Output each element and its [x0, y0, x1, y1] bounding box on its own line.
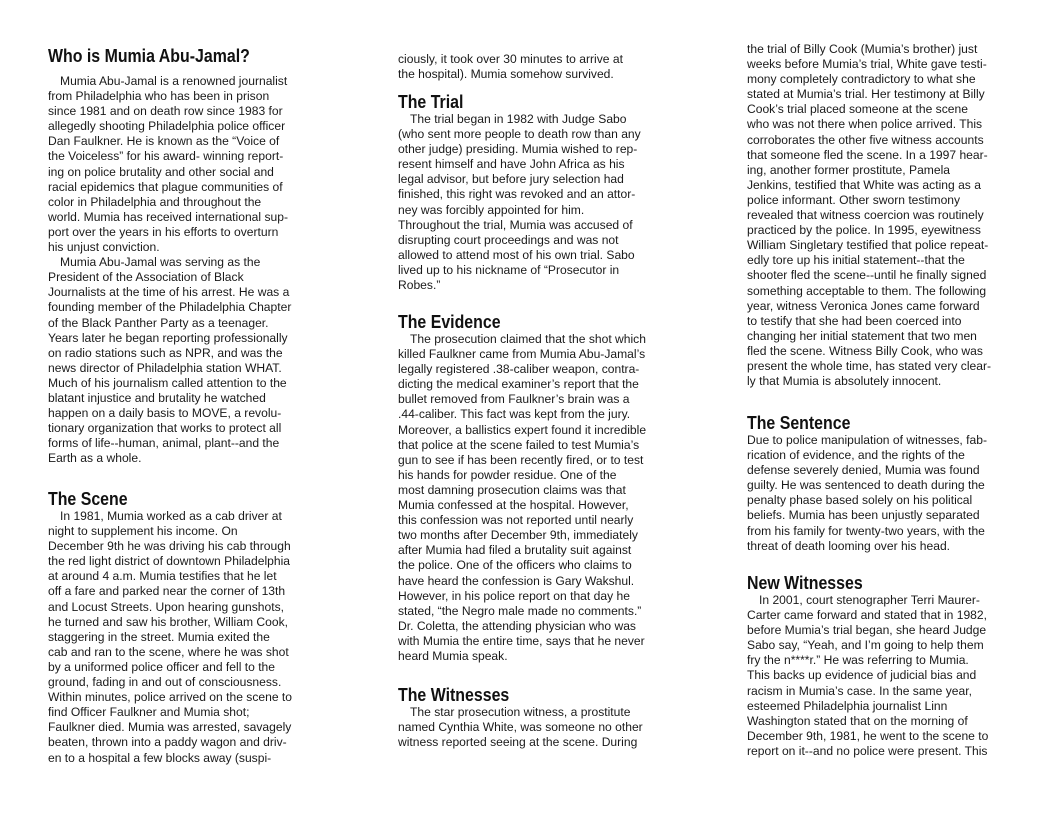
text-line: rication of evidence, and the rights of the	[747, 448, 965, 463]
text-line: allegedly shooting Philadelphia police officer	[48, 119, 286, 134]
text-line: Within minutes, police arrived on the scene to	[48, 690, 293, 705]
text-line: fry the n****r.” He was referring to Mumia.	[747, 653, 969, 668]
text-line: witness reported seeing at the scene. During	[398, 735, 638, 750]
text-line: and Locust Streets. Upon hearing gunshots,	[48, 599, 284, 614]
text-line: founding member of the Philadelphia Chapter	[48, 300, 292, 315]
text-line: on radio stations such as NPR, and was the	[48, 345, 283, 360]
text-line: other judge) presiding. Mumia wished to rep-	[398, 142, 638, 157]
text-line: dicting the medical examiner’s report that the	[398, 377, 639, 392]
text-line: stated at Mumia’s trial. Her testimony at Billy	[747, 87, 985, 102]
heading-the-evidence: The Evidence	[398, 311, 501, 332]
text-line: ing, another former prostitute, Pamela	[747, 162, 951, 177]
text-line: before Mumia’s trial began, she heard Judge	[747, 623, 987, 638]
text-line: tionary organization that works to protect all	[48, 421, 282, 436]
text-line: blatant injustice and brutality he watched	[48, 390, 266, 405]
text-line: Faulkner died. Mumia was arrested, savagely	[48, 720, 292, 735]
text-line: heard Mumia speak.	[398, 648, 508, 663]
section-the-witnesses	[398, 705, 660, 750]
text-line: revealed that witness coercion was routinely	[747, 208, 984, 223]
text-line: bullet removed from Faulkner’s brain was a	[398, 392, 630, 407]
text-line: mony completely contradictory to what she	[747, 72, 976, 87]
text-line: December 9th, 1981, he went to the scene to	[747, 728, 989, 743]
text-line: However, in his police report on that day he	[398, 588, 630, 603]
section-new-witnesses	[747, 593, 1009, 759]
text-line: since 1981 and on death row since 1983 for	[48, 104, 283, 119]
text-line: corroborates the other five witness accounts	[747, 132, 984, 147]
text-line: the red light district of downtown Philadelphia	[48, 554, 291, 569]
text-line: Sabo say, “Yeah, and I’m going to help them	[747, 638, 984, 653]
section-the-evidence	[398, 332, 660, 664]
text-line: William Singletary testified that police repeat-	[747, 238, 989, 253]
text-line: weeks before Mumia’s trial, White gave testi-	[747, 57, 987, 72]
text-line: from his family for twenty-two years, with the	[747, 523, 985, 538]
text-line: color in Philadelphia and throughout the	[48, 194, 262, 209]
text-line: by a uniformed police officer and fell to the	[48, 659, 276, 674]
text-line: penalty phase based solely on his political	[747, 493, 973, 508]
text-line: In 1981, Mumia worked as a cab driver at	[60, 509, 282, 523]
text-line: Mumia Abu-Jamal is a renowned journalist	[60, 74, 288, 88]
text-line: Dr. Coletta, the attending physician who was	[398, 618, 636, 633]
text-line: Washington stated that on the morning of	[747, 713, 968, 728]
text-line: .44-caliber. This fact was kept from the jury.	[398, 407, 631, 422]
text-line: his hands for powder residue. One of the	[398, 467, 617, 482]
text-line: shooter fled the scene--until he finally signed	[747, 268, 987, 283]
text-line: Moreover, a ballistics expert found it incredible	[398, 422, 647, 437]
text-line: that police at the scene failed to test Mumia’s	[398, 437, 640, 452]
text-line: the hospital). Mumia somehow survived.	[398, 67, 614, 82]
text-line: the trial of Billy Cook (Mumia’s brother) just	[747, 42, 978, 56]
text-line: Robes.”	[398, 278, 441, 293]
text-line: ing on police brutality and other social and	[48, 164, 274, 179]
text-line: legally registered .38-caliber weapon, contra-	[398, 362, 640, 377]
text-line: report on it--and no police were present. This	[747, 743, 988, 758]
text-line: ciously, it took over 30 minutes to arrive at	[398, 52, 623, 66]
text-line: world. Mumia has received international sup-	[48, 209, 288, 224]
text-line: The star prosecution witness, a prostitute	[410, 705, 631, 719]
text-line: President of the Association of Black	[48, 270, 244, 285]
text-line: Years later he began reporting professionally	[48, 330, 288, 345]
text-line: The prosecution claimed that the shot which	[410, 332, 646, 346]
text-line: Much of his journalism called attention to the	[48, 375, 287, 390]
text-line: ly that Mumia is absolutely innocent.	[747, 374, 942, 389]
heading-who-is-mumia: Who is Mumia Abu-Jamal?	[48, 45, 250, 66]
text-line: allowed to attend most of his own trial. Sabo	[398, 247, 635, 262]
text-line: finished, this right was revoked and an attor-	[398, 187, 636, 202]
heading-the-scene: The Scene	[48, 488, 128, 509]
text-line: this confession was not reported until nearly	[398, 513, 634, 528]
text-line: legal advisor, but before jury selection had	[398, 172, 624, 187]
text-line: guilty. He was sentenced to death during the	[747, 478, 985, 493]
text-line: racial epidemics that plague communities of	[48, 179, 283, 194]
text-line: Throughout the trial, Mumia was accused of	[398, 217, 633, 232]
text-line: stated, “the Negro male made no comments.”	[398, 603, 642, 618]
text-line: find Officer Faulkner and Mumia shot;	[48, 705, 250, 720]
text-line: night to supplement his income. On	[48, 524, 238, 539]
text-line: present the whole time, has stated very clear-	[747, 358, 992, 373]
text-line: happen on a daily basis to MOVE, a revolu-	[48, 406, 282, 421]
section-scene-continued	[398, 52, 660, 82]
text-line: Cook’s trial placed someone at the scene	[747, 102, 968, 117]
text-line: Mumia Abu-Jamal was serving as the	[60, 255, 261, 270]
text-line: ground, fading in and out of consciousness.	[48, 675, 282, 690]
text-line: practiced by the police. In 1995, eyewitness	[747, 223, 981, 238]
text-line: ney was forcibly appointed for him.	[398, 202, 585, 217]
text-line: that someone fled the scene. In a 1997 hear-	[747, 147, 988, 162]
text-line: beliefs. Mumia has been unjustly separated	[747, 508, 980, 523]
text-line: Journalists at the time of his arrest. He was a	[48, 285, 290, 300]
text-line: with Mumia the entire time, says that he never	[398, 633, 645, 648]
section-who-is-mumia	[48, 74, 308, 466]
text-line: Due to police manipulation of witnesses, fab-	[747, 433, 987, 447]
text-line: Mumia confessed at the hospital. However,	[398, 498, 629, 513]
text-line: edly tore up his initial statement--that the	[747, 253, 965, 268]
text-line: to testify that she had been coerced into	[747, 313, 962, 328]
text-line: news director of Philadelphia station WHAT.	[48, 360, 282, 375]
text-line: two months after December 9th, immediately	[398, 528, 638, 543]
text-line: named Cynthia White, was someone no other	[398, 720, 643, 735]
text-line: disrupting court proceedings and was not	[398, 232, 619, 247]
text-line: police informant. Other sworn testimony	[747, 192, 961, 207]
text-line: Carter came forward and stated that in 1982,	[747, 608, 987, 623]
text-line: his unjust conviction.	[48, 240, 160, 255]
text-line: he turned and saw his brother, William Cook,	[48, 614, 288, 629]
text-line: resent himself and have John Africa as his	[398, 157, 625, 172]
text-line: esteemed Philadelphia journalist Linn	[747, 698, 948, 713]
heading-the-witnesses: The Witnesses	[398, 684, 510, 705]
text-line: cab and ran to the scene, where he was shot	[48, 644, 289, 659]
text-line: have heard the confession is Gary Wakshul.	[398, 573, 635, 588]
text-line: after Mumia had filed a brutality suit against	[398, 543, 632, 558]
text-line: Jenkins, testified that White was acting as a	[747, 177, 981, 192]
text-line: the police. One of the officers who claims to	[398, 558, 632, 573]
text-line: defense severely denied, Mumia was found	[747, 463, 980, 478]
text-line: fled the scene. Witness Billy Cook, who was	[747, 343, 983, 358]
text-line: December 9th he was driving his cab through	[48, 539, 291, 554]
text-line: killed Faulkner came from Mumia Abu-Jamal’s	[398, 347, 646, 362]
text-line: who was not there when police arrived. This	[747, 117, 983, 132]
text-line: staggering in the street. Mumia exited the	[48, 629, 270, 644]
text-line: threat of death looming over his head.	[747, 538, 951, 553]
text-line: gun to see if has been recently fired, or to test	[398, 452, 644, 467]
section-the-trial	[398, 112, 660, 293]
text-line: Earth as a whole.	[48, 451, 142, 466]
text-line: off a fare and parked near the corner of 13th	[48, 584, 286, 599]
text-line: something acceptable to them. The following	[747, 283, 987, 298]
text-line: year, witness Veronica Jones came forward	[747, 298, 980, 313]
text-line: beaten, thrown into a paddy wagon and driv-	[48, 735, 287, 750]
text-line: In 2001, court stenographer Terri Maurer-	[759, 593, 980, 607]
heading-the-trial: The Trial	[398, 91, 464, 112]
text-line: port over the years in his efforts to overturn	[48, 224, 279, 239]
text-line: forms of life--human, animal, plant--and the	[48, 436, 280, 451]
heading-new-witnesses: New Witnesses	[747, 572, 863, 593]
text-line: This backs up evidence of judicial bias and	[747, 668, 977, 683]
text-line: of the Black Panther Party as a teenager.	[48, 315, 269, 330]
text-line: from Philadelphia who has been in prison	[48, 89, 270, 104]
section-the-scene	[48, 509, 308, 766]
text-line: en to a hospital a few blocks away (suspi-	[48, 750, 272, 765]
heading-the-sentence: The Sentence	[747, 412, 851, 433]
text-line: the Voiceless” for his award- winning report-	[48, 149, 284, 164]
text-line: at around 4 a.m. Mumia testifies that he let	[48, 569, 277, 584]
section-witnesses-continued	[747, 42, 1009, 389]
text-line: most damning prosecution claims was that	[398, 482, 626, 497]
text-line: changing her initial statement that two men	[747, 328, 977, 343]
text-line: racism in Mumia’s case. In the same year,	[747, 683, 972, 698]
text-line: Dan Faulkner. He is known as the “Voice of	[48, 134, 280, 149]
text-line: lived up to his nickname of “Prosecutor in	[398, 262, 620, 277]
text-line: (who sent more people to death row than any	[398, 127, 641, 142]
section-the-sentence	[747, 433, 1009, 554]
text-line: The trial began in 1982 with Judge Sabo	[410, 112, 627, 126]
